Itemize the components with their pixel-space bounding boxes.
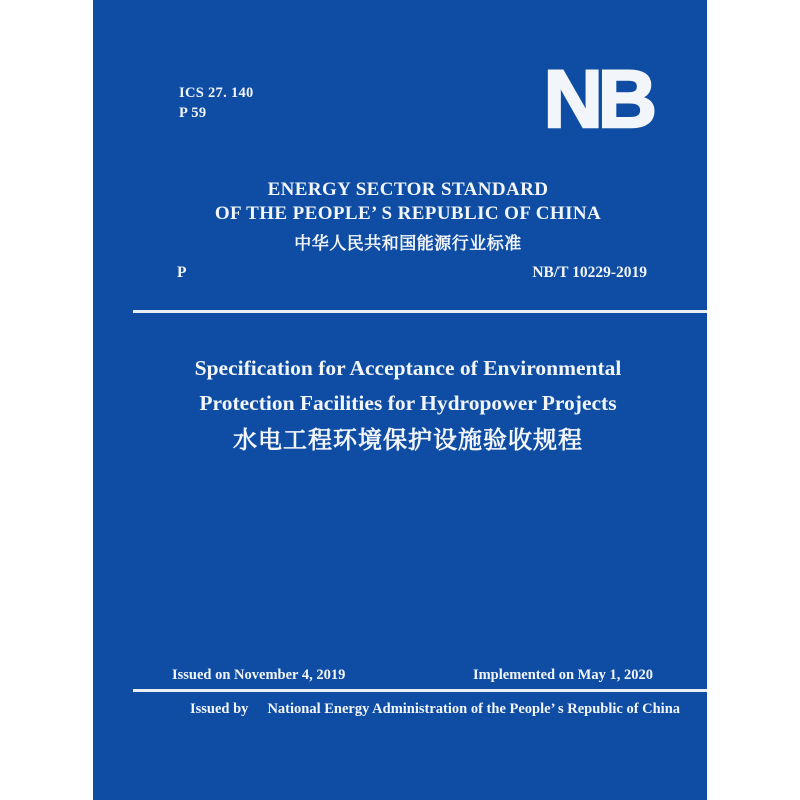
ics-classification-block: [179, 83, 254, 123]
standard-name-en-line1: ENERGY SECTOR STANDARD: [267, 179, 549, 200]
title-en-line1: Specification for Acceptance of Environmental: [194, 356, 622, 380]
issued-by-value: National Energy Administration of the People’ s Republic of China: [267, 701, 681, 717]
standard-name-en-line2: OF THE PEOPLE’ S REPUBLIC OF CHINA: [214, 203, 602, 224]
standard-number: NB/T 10229-2019: [532, 264, 647, 281]
document-class: P: [177, 264, 187, 281]
title-zh: 水电工程环境保护设施验收规程: [233, 428, 583, 454]
title-en-line2: Protection Facilities for Hydropower Projects: [199, 391, 617, 415]
ics-code: ICS 27. 140: [179, 85, 254, 101]
issued-on-date: Issued on November 4, 2019: [172, 667, 346, 683]
footer-divider-line: [133, 689, 707, 692]
issued-by-gap: [248, 701, 267, 718]
standard-name-zh: 中华人民共和国能源行业标准: [294, 234, 522, 254]
nb-logo: NB: [543, 54, 652, 145]
dates-row: [93, 667, 707, 684]
header-divider-line: [133, 310, 707, 313]
standard-cover-page: [93, 0, 707, 800]
code-row: [93, 264, 707, 282]
classification-code: P 59: [179, 105, 207, 121]
implemented-on-date: Implemented on May 1, 2020: [472, 667, 653, 683]
issued-by-row: [190, 701, 680, 718]
issued-by-label: Issued by: [190, 701, 249, 717]
